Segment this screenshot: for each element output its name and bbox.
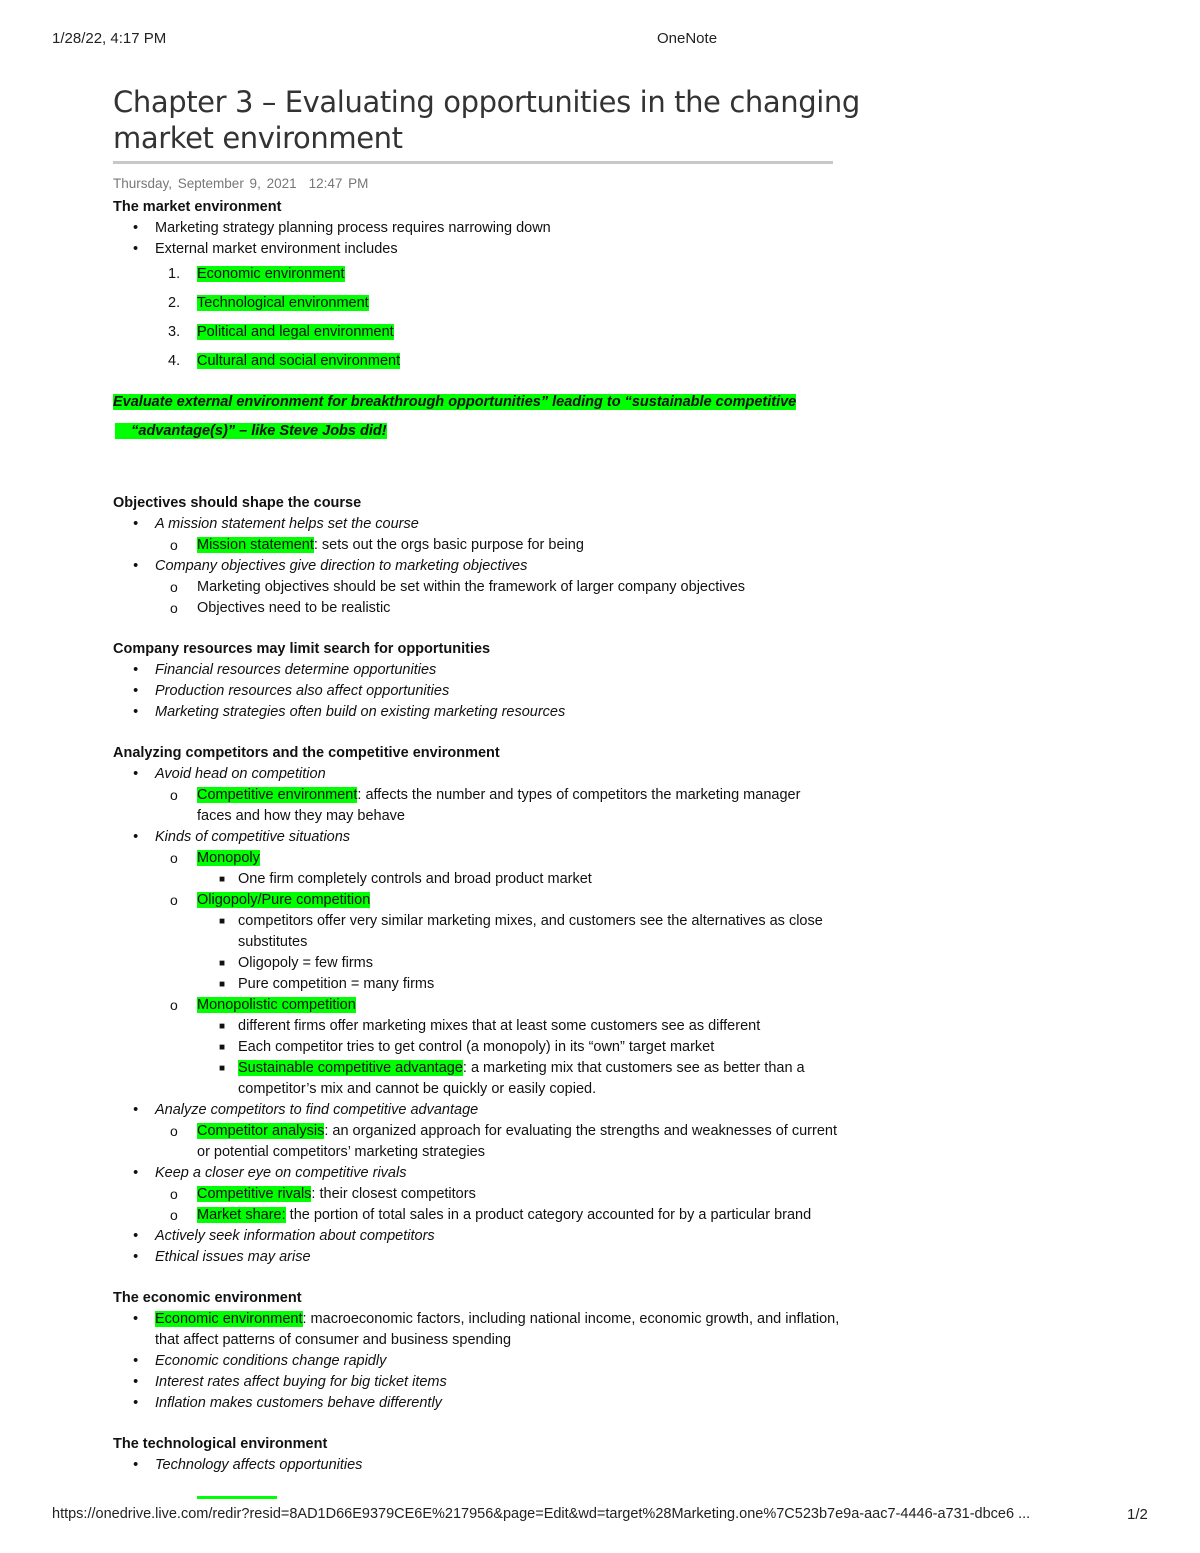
list-item-text: Actively seek information about competitors — [155, 1228, 435, 1244]
list-item — [113, 1226, 873, 1247]
list-item — [113, 218, 873, 239]
term: Mission statement — [197, 537, 314, 553]
list-item-text: Marketing strategies often build on existing marketing resources — [155, 704, 566, 720]
numbered-item — [113, 260, 873, 289]
callout — [113, 388, 873, 446]
list-item-text: Marketing strategy planning process requires narrowing down — [155, 220, 551, 236]
list-item-text: Company objectives give direction to marketing objectives — [155, 558, 528, 574]
note-page — [113, 84, 873, 1476]
list-item — [113, 577, 873, 598]
section-market-environment — [113, 197, 873, 446]
list-item-text: External market environment includes — [155, 241, 398, 257]
bullet-icon: • — [133, 704, 139, 720]
bullet-icon: • — [133, 1457, 139, 1473]
list-item — [113, 702, 873, 723]
list-item-text: Interest rates affect buying for big ticket items — [155, 1374, 447, 1390]
list-item — [113, 1372, 873, 1393]
list-item — [113, 681, 873, 702]
section-heading: Objectives should shape the course — [113, 495, 362, 511]
bullet-icon: • — [133, 829, 139, 845]
list-item — [113, 1163, 873, 1184]
term: Economic environment — [155, 1311, 303, 1327]
print-header-datetime: 1/28/22, 4:17 PM — [52, 30, 167, 47]
bullet-icon: • — [133, 662, 139, 678]
bullet-icon: • — [133, 558, 139, 574]
list-item-text: Inflation makes customers behave differently — [155, 1395, 442, 1411]
list-item — [113, 890, 873, 911]
definition: : affects the number and types of competitors the marketing manager faces and how they may behave — [197, 787, 801, 824]
list-item — [113, 1309, 845, 1351]
bullet-icon: • — [133, 766, 139, 782]
bullet-icon: • — [133, 1165, 139, 1181]
bullet-icon: • — [133, 1395, 139, 1411]
term: Sustainable competitive advantage — [238, 1060, 463, 1076]
list-item — [113, 1100, 873, 1121]
highlighted-text: Cultural and social environment — [197, 353, 401, 369]
square-bullet-icon: ■ — [219, 1063, 226, 1074]
list-item-text: A mission statement helps set the course — [155, 516, 419, 532]
list-item — [113, 848, 873, 869]
list-item-text: Production resources also affect opportunities — [155, 683, 450, 699]
callout-line: “advantage(s)” – like Steve Jobs did! — [115, 423, 387, 439]
bullet-icon: • — [133, 516, 139, 532]
list-item — [113, 556, 873, 577]
list-item-text: Kinds of competitive situations — [155, 829, 351, 845]
list-item-text: Pure competition = many firms — [238, 976, 435, 992]
list-item — [113, 1016, 873, 1037]
term: Competitive environment — [197, 787, 358, 803]
list-item — [113, 785, 817, 827]
list-item — [113, 1121, 847, 1163]
page-time: 12:47 PM — [308, 176, 369, 191]
list-item-text: competitors offer very similar marketing mixes, and customers see the alternatives as close substitutes — [238, 913, 823, 950]
numbered-item — [113, 347, 873, 376]
list-item-text: Financial resources determine opportunities — [155, 662, 437, 678]
list-item — [113, 598, 873, 619]
section-competitors — [113, 743, 873, 1268]
list-item-text: Analyze competitors to find competitive advantage — [155, 1102, 479, 1118]
section-technological-environment — [113, 1434, 873, 1476]
list-item — [113, 1455, 873, 1476]
print-header-app: OneNote — [657, 30, 718, 47]
definition: : an organized approach for evaluating the strengths and weaknesses of current or potential competitors’ marketing strategies — [197, 1123, 837, 1160]
list-item — [113, 1247, 873, 1268]
section-heading: The economic environment — [113, 1290, 302, 1306]
section-objectives — [113, 493, 873, 619]
highlighted-text: Technological environment — [197, 295, 369, 311]
term: Market share: — [197, 1207, 286, 1223]
square-bullet-icon: ■ — [219, 979, 226, 990]
list-item — [113, 514, 873, 535]
circle-bullet-icon: o — [170, 579, 178, 595]
bullet-icon: • — [133, 683, 139, 699]
circle-bullet-icon: o — [170, 1186, 178, 1202]
list-item — [113, 1184, 873, 1205]
list-item-text: One firm completely controls and broad product market — [238, 871, 592, 887]
definition: the portion of total sales in a product category accounted for by a particular brand — [285, 1207, 812, 1223]
definition: : macroeconomic factors, including national income, economic growth, and inflation, that affect patterns of consumer and business spending — [155, 1311, 840, 1348]
callout-line: Evaluate external environment for breakthrough opportunities” leading to “sustainable competitive — [113, 394, 797, 410]
circle-bullet-icon: o — [170, 997, 178, 1013]
circle-bullet-icon: o — [170, 537, 178, 553]
list-item-text: Objectives need to be realistic — [197, 600, 391, 616]
list-item — [113, 535, 873, 556]
definition: : their closest competitors — [311, 1186, 476, 1202]
section-company-resources — [113, 639, 873, 723]
square-bullet-icon: ■ — [219, 1042, 226, 1053]
section-heading: The technological environment — [113, 1436, 328, 1452]
definition: : sets out the orgs basic purpose for being — [313, 537, 584, 553]
highlighted-text: Political and legal environment — [197, 324, 394, 340]
list-item — [113, 953, 873, 974]
term: Competitive rivals — [197, 1186, 312, 1202]
section-heading: Company resources may limit search for opportunities — [113, 641, 491, 657]
print-footer-url[interactable]: https://onedrive.live.com/redir?resid=8AD1D66E9379CE6E%217956&page=Edit&wd=target%28Marketing.one%7C523b7e9a-aac7-4446-a731-dbce6 ... — [52, 1506, 1031, 1522]
list-item — [113, 239, 873, 260]
page-title[interactable]: Chapter 3 – Evaluating opportunities in the changing market environment — [113, 85, 860, 155]
definition: : a marketing mix that customers see as better than a competitor’s mix and cannot be quickly or easily copied. — [238, 1060, 805, 1097]
list-item-text: Keep a closer eye on competitive rivals — [155, 1165, 407, 1181]
list-item-text: Marketing objectives should be set within the framework of larger company objectives — [197, 579, 746, 595]
bullet-icon: • — [133, 1353, 139, 1369]
list-item — [113, 827, 873, 848]
number-marker: 1. — [168, 266, 181, 282]
term: Oligopoly/Pure competition — [197, 892, 371, 908]
list-item — [113, 1393, 873, 1414]
list-item-text: Technology affects opportunities — [155, 1457, 363, 1473]
title-divider — [113, 161, 833, 164]
circle-bullet-icon: o — [170, 787, 178, 803]
section-heading: Analyzing competitors and the competitive environment — [113, 745, 500, 761]
circle-bullet-icon: o — [170, 892, 178, 908]
numbered-item — [113, 289, 873, 318]
term: Monopolistic competition — [197, 997, 356, 1013]
list-item — [113, 1205, 847, 1226]
circle-bullet-icon: o — [170, 850, 178, 866]
square-bullet-icon: ■ — [219, 958, 226, 969]
list-item — [113, 764, 873, 785]
term: Competitor analysis — [197, 1123, 325, 1139]
list-item-text: Ethical issues may arise — [155, 1249, 311, 1265]
list-item — [113, 1037, 873, 1058]
page-date: Thursday, September 9, 2021 — [113, 176, 297, 191]
bullet-icon: • — [133, 241, 139, 257]
list-item — [113, 660, 873, 681]
section-heading: The market environment — [113, 199, 282, 215]
number-marker: 4. — [168, 353, 181, 369]
bullet-icon: • — [133, 1311, 139, 1327]
list-item — [113, 1058, 848, 1100]
list-item-text: Oligopoly = few firms — [238, 955, 373, 971]
circle-bullet-icon: o — [170, 600, 178, 616]
list-item — [113, 911, 838, 953]
print-footer-page-number: 1/2 — [1127, 1506, 1148, 1523]
list-item-text: Each competitor tries to get control (a monopoly) in its “own” target market — [238, 1039, 715, 1055]
list-item — [113, 869, 873, 890]
page-date-time — [113, 176, 873, 191]
bullet-icon: • — [133, 1228, 139, 1244]
term: Monopoly — [197, 850, 260, 866]
numbered-item — [113, 318, 873, 347]
cut-off-highlight — [197, 1496, 277, 1499]
list-item-text: different firms offer marketing mixes that at least some customers see as different — [238, 1018, 761, 1034]
list-item — [113, 1351, 873, 1372]
square-bullet-icon: ■ — [219, 916, 226, 927]
square-bullet-icon: ■ — [219, 874, 226, 885]
circle-bullet-icon: o — [170, 1207, 178, 1223]
list-item-text: Avoid head on competition — [155, 766, 326, 782]
list-item — [113, 995, 873, 1016]
bullet-icon: • — [133, 220, 139, 236]
highlighted-text: Economic environment — [197, 266, 345, 282]
section-economic-environment — [113, 1288, 873, 1414]
circle-bullet-icon: o — [170, 1123, 178, 1139]
number-marker: 3. — [168, 324, 181, 340]
list-item — [113, 974, 873, 995]
number-marker: 2. — [168, 295, 181, 311]
bullet-icon: • — [133, 1102, 139, 1118]
bullet-icon: • — [133, 1249, 139, 1265]
bullet-icon: • — [133, 1374, 139, 1390]
list-item-text: Economic conditions change rapidly — [155, 1353, 387, 1369]
square-bullet-icon: ■ — [219, 1021, 226, 1032]
